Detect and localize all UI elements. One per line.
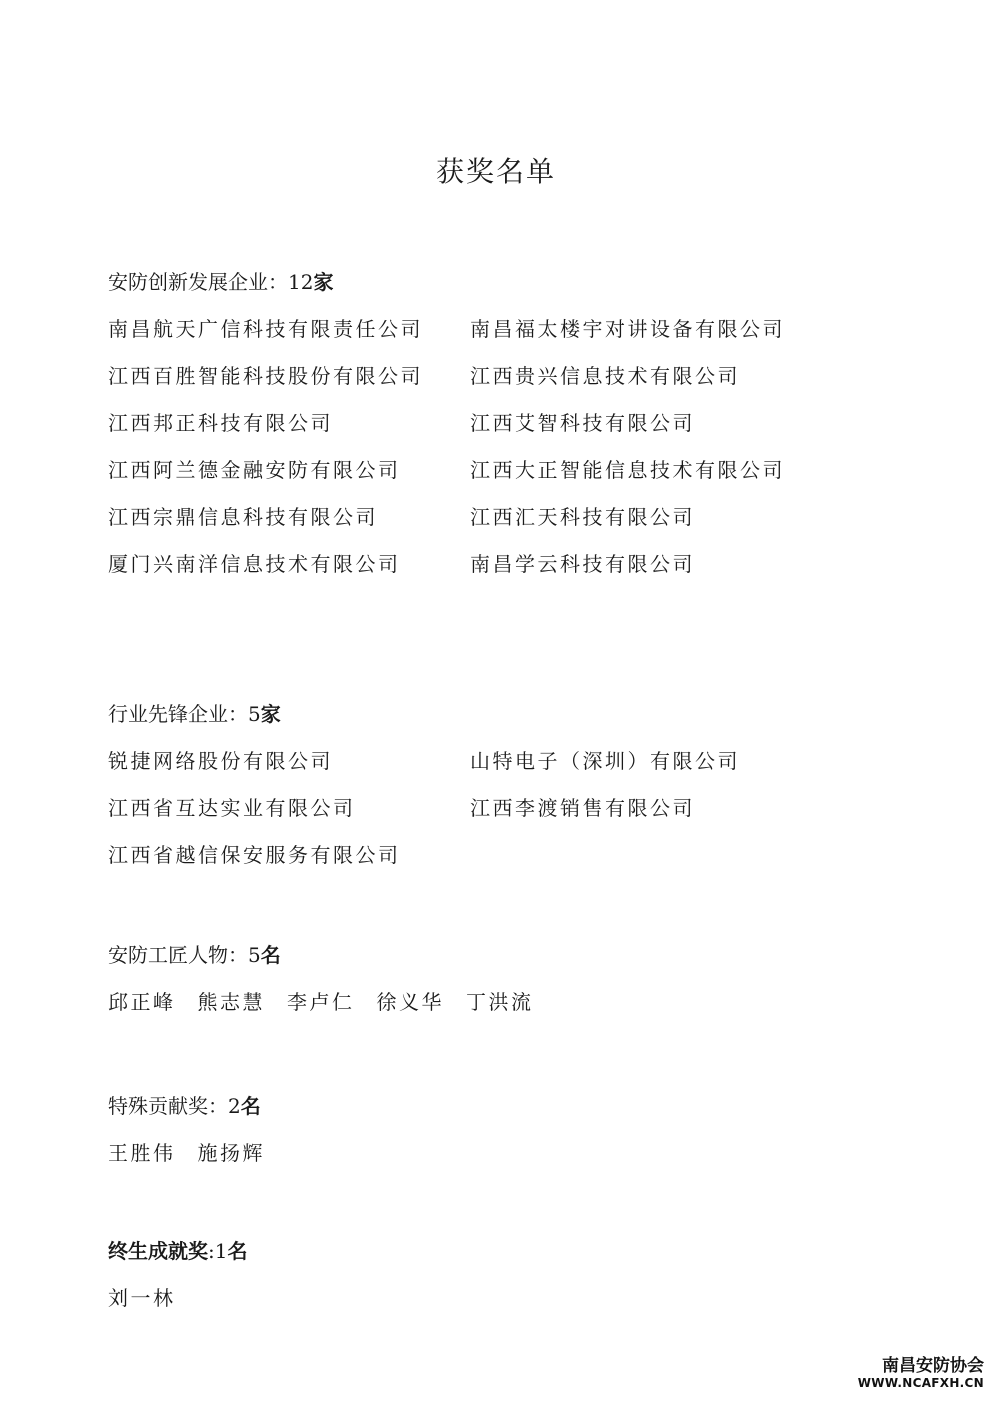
section-separator: : [208, 1239, 215, 1263]
section-count: 5 [248, 702, 261, 726]
person-name: 邱正峰 [108, 990, 176, 1014]
list-item: 锐捷网络股份有限公司 [108, 749, 333, 773]
list-item: 江西艾智科技有限公司 [470, 411, 695, 435]
list-item: 江西阿兰德金融安防有限公司 [108, 458, 401, 482]
list-item: 江西贵兴信息技术有限公司 [470, 364, 740, 388]
section-heading [108, 700, 888, 728]
section-count: 1 [214, 1239, 228, 1263]
section-special-contribution [108, 1092, 888, 1167]
person-list [108, 988, 888, 1016]
section-heading [108, 941, 888, 969]
list-item: 江西大正智能信息技术有限公司 [470, 458, 785, 482]
section-unit: 家 [260, 702, 281, 726]
section-count: 2 [228, 1094, 241, 1118]
person-name: 施扬辉 [197, 1141, 265, 1165]
section-pioneer-enterprises [108, 700, 888, 869]
section-unit: 名 [240, 1094, 261, 1118]
watermark-name: 南昌安防协会 [882, 1356, 984, 1376]
company-list [108, 747, 888, 869]
section-craftsmen [108, 941, 888, 1016]
list-item: 江西宗鼎信息科技有限公司 [108, 505, 378, 529]
person-name: 李卢仁 [287, 990, 355, 1014]
list-item: 厦门兴南洋信息技术有限公司 [108, 552, 401, 576]
watermark-url: WWW.NCAFXH.CN [857, 1376, 984, 1390]
watermark [858, 1356, 984, 1391]
section-label: 安防工匠人物： [108, 943, 248, 967]
list-item: 南昌福太楼宇对讲设备有限公司 [470, 317, 785, 341]
person-list [108, 1284, 888, 1312]
list-item: 江西李渡销售有限公司 [470, 796, 695, 820]
section-count: 5 [248, 943, 261, 967]
person-name: 丁洪流 [466, 990, 534, 1014]
list-item: 江西省越信保安服务有限公司 [108, 843, 401, 867]
person-list [108, 1139, 888, 1167]
list-item: 南昌航天广信科技有限责任公司 [108, 317, 423, 341]
section-label: 终生成就奖 [108, 1239, 208, 1263]
section-label: 特殊贡献奖： [108, 1094, 228, 1118]
section-unit: 名 [260, 943, 281, 967]
company-list [108, 315, 888, 578]
list-item: 山特电子（深圳）有限公司 [470, 749, 740, 773]
section-lifetime-achievement [108, 1237, 888, 1312]
document-title: 获奖名单 [435, 155, 556, 188]
person-name: 熊志慧 [197, 990, 265, 1014]
section-count: 12 [288, 270, 314, 294]
section-heading [108, 268, 888, 296]
section-label: 行业先锋企业： [108, 702, 248, 726]
person-name: 徐义华 [376, 990, 444, 1014]
person-name: 王胜伟 [108, 1141, 176, 1165]
list-item: 江西汇天科技有限公司 [470, 505, 695, 529]
person-name: 刘一林 [108, 1286, 176, 1310]
section-heading [108, 1237, 888, 1265]
section-unit: 家 [313, 270, 334, 294]
list-item: 江西邦正科技有限公司 [108, 411, 333, 435]
section-heading [108, 1092, 888, 1120]
section-innovation-enterprises [108, 268, 888, 578]
list-item: 江西省互达实业有限公司 [108, 796, 356, 820]
list-item: 江西百胜智能科技股份有限公司 [108, 364, 423, 388]
list-item: 南昌学云科技有限公司 [470, 552, 695, 576]
section-label: 安防创新发展企业： [108, 270, 288, 294]
section-unit: 名 [227, 1239, 248, 1263]
